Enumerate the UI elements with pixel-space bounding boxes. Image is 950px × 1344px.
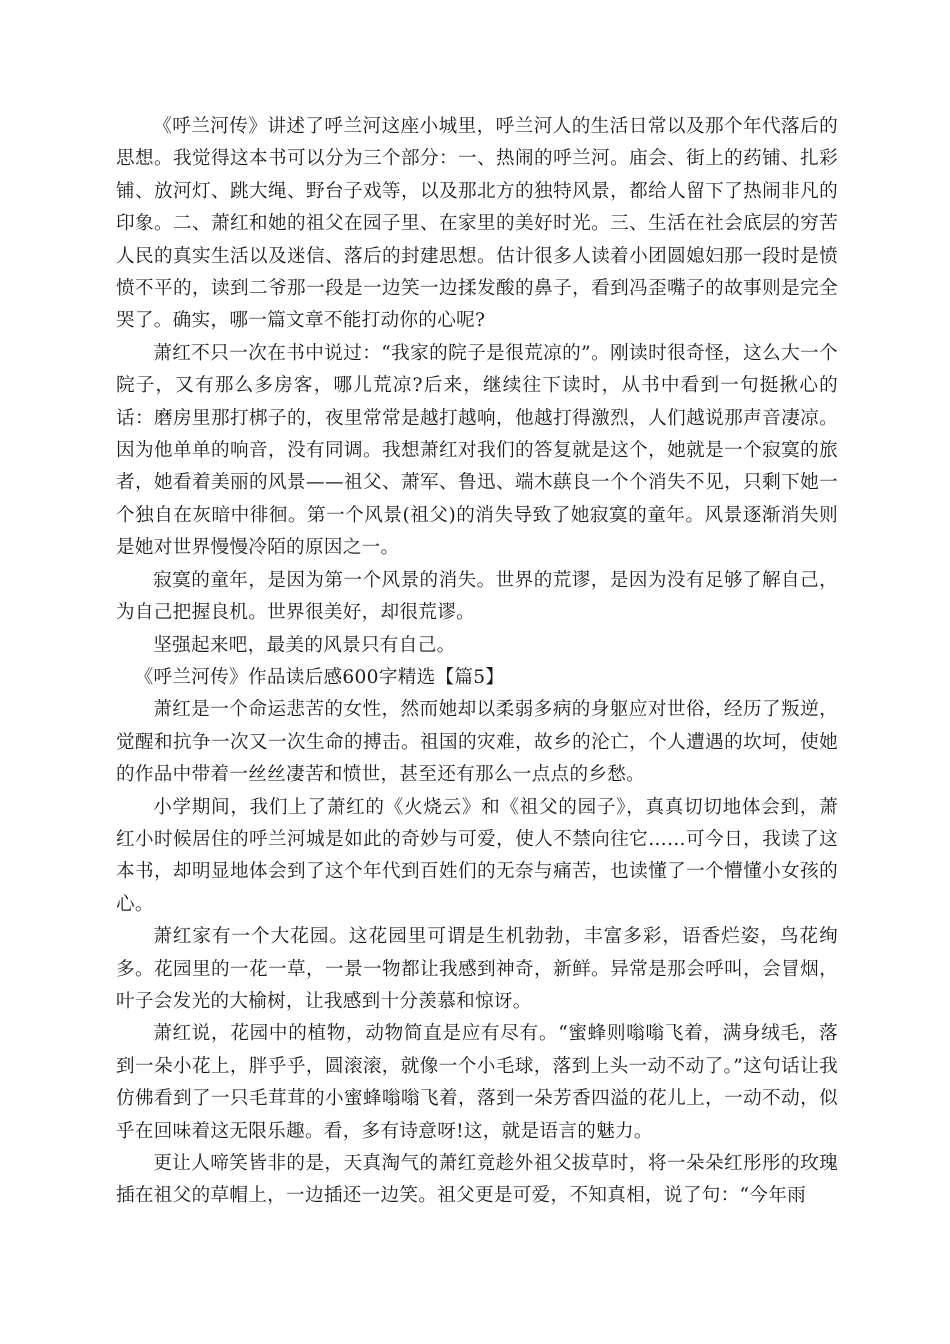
paragraph: 萧红不只一次在书中说过：“我家的院子是很荒凉的”。刚读时很奇怪，这么大一个院子，又有那么多房客，哪儿荒凉?后来，继续往下读时，从书中看到一句挺揪心的话：磨房里那打梆子的，夜里常常是越打越响，他越打得激烈，人们越说那声音凄凉。因为他单单的响音，没有同调。我想萧红对我们的答复就是这个，她就是一个寂寞的旅者，她看着美丽的风景——祖父、萧军、鲁迅、端木蕻良一个个消失不见，只剩下她一个独自在灰暗中徘徊。第一个风景(祖父)的消失导致了她寂寞的童年。风景逐渐消失则是她对世界慢慢冷陌的原因之一。	[116, 342, 838, 559]
paragraph: 萧红是一个命运悲苦的女性，然而她却以柔弱多病的身躯应对世俗，经历了叛逆，觉醒和抗争一次又一次生命的搏击。祖国的灾难，故乡的沦亡，个人遭遇的坎坷，使她的作品中带着一丝丝凄苦和愤世，甚至还有那么一点点的乡愁。	[116, 699, 838, 786]
paragraph: 萧红说，花园中的植物，动物简直是应有尽有。“蜜蜂则嗡嗡飞着，满身绒毛，落到一朵小花上，胖乎乎，圆滚滚，就像一个小毛球，落到上头一动不动了。”这句话让我仿佛看到了一只毛茸茸的小蜜蜂嗡嗡飞着，落到一朵芳香四溢的花儿上，一动不动，似乎在回味着这无限乐趣。看，多有诗意呀!这，就是语言的魅力。	[116, 1023, 838, 1142]
paragraph: 更让人啼笑皆非的是，天真淘气的萧红竟趁外祖父拔草时，将一朵朵红彤彤的玫瑰插在祖父的草帽上，一边插还一边笑。祖父更是可爱，不知真相，说了句：“今年雨	[116, 1153, 838, 1207]
document-page	[116, 111, 838, 1213]
paragraph: 小学期间，我们上了萧红的《火烧云》和《祖父的园子》，真真切切地体会到，萧红小时候居住的呼兰河城是如此的奇妙与可爱，使人不禁向往它……可今日，我读了这本书，却明显地体会到了这个年代到百姓们的无奈与痛苦，也读懂了一个懵懂小女孩的心。	[116, 796, 838, 915]
paragraph: 坚强起来吧，最美的风景只有自己。	[153, 634, 456, 656]
paragraph: 《呼兰河传》讲述了呼兰河这座小城里，呼兰河人的生活日常以及那个年代落后的思想。我觉得这本书可以分为三个部分：一、热闹的呼兰河。庙会、街上的药铺、扎彩铺、放河灯、跳大绳、野台子戏等，以及那北方的独特风景，都给人留下了热闹非凡的印象。二、萧红和她的祖父在园子里、在家里的美好时光。三、生活在社会底层的穷苦人民的真实生活以及迷信、落后的封建思想。估计很多人读着小团圆媳妇那一段时是愤愤不平的，读到二爷那一段是一边笑一边揉发酸的鼻子，看到冯歪嘴子的故事则是完全哭了。确实，哪一篇文章不能打动你的心呢?	[116, 116, 838, 332]
paragraph: 寂寞的童年，是因为第一个风景的消失。世界的荒谬，是因为没有足够了解自己，为自己把握良机。世界很美好，却很荒谬。	[116, 569, 838, 624]
section-heading: 《呼兰河传》作品读后感600字精选【篇5】	[134, 666, 505, 688]
paragraph: 萧红家有一个大花园。这花园里可谓是生机勃勃，丰富多彩，语香烂姿，鸟花绚多。花园里的一花一草，一景一物都让我感到神奇，新鲜。异常是那会呼叫，会冒烟，叶子会发光的大榆树，让我感到十分羡慕和惊讶。	[116, 926, 838, 1012]
